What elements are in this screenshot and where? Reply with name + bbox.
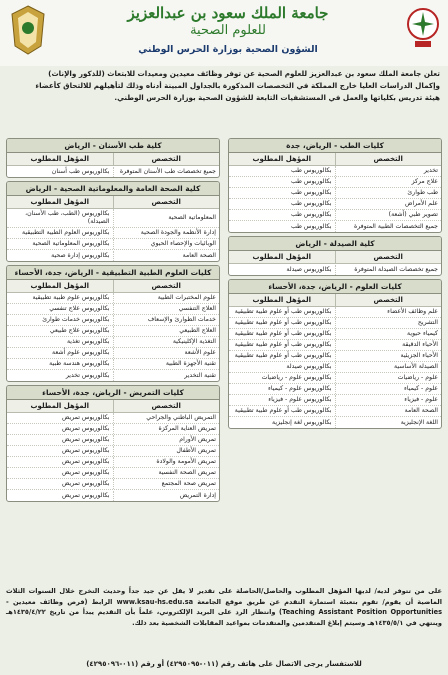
section-table <box>228 236 442 276</box>
specialty-header: التخصص <box>373 253 403 261</box>
specialty-cell: تخدير <box>423 167 438 174</box>
specialty-cell: علاج مركز <box>411 178 438 185</box>
qualification-cell: بكالوريوس هندسة طبية <box>7 359 114 369</box>
specialty-cell: علوم - كيمياء <box>404 385 438 392</box>
section-title: كليات العلوم - الرياض، جدة، الأحساء <box>229 280 441 294</box>
qualification-cell: بكالوريوس طب <box>229 210 336 220</box>
specialty-cell: تقنية الأجهزة الطبية <box>165 360 216 367</box>
qualification-header: المؤهل المطلوب <box>229 251 336 263</box>
header-subtitle: الشؤون الصحية بوزارة الحرس الوطني <box>138 44 318 55</box>
specialty-cell: طب طوارئ <box>407 189 438 196</box>
section-title: كليات العلوم الطبية التطبيقية - الرياض، جدة، الأحساء <box>7 266 219 280</box>
left-column <box>6 138 220 505</box>
qualification-cell: بكالوريوس صيدلة <box>229 265 336 275</box>
qualification-cell: بكالوريوس علوم طبية تطبيقية <box>7 293 114 303</box>
qualification-cell: بكالوريوس طب أو علوم طبية تطبيقية <box>229 340 336 350</box>
qualification-cell: بكالوريوس طب أو علوم طبية تطبيقية <box>229 307 336 317</box>
qualification-header: المؤهل المطلوب <box>7 400 114 412</box>
specialty-cell: الأحياء الدقيقة <box>402 341 438 348</box>
table-row <box>7 166 219 177</box>
table-row <box>229 384 441 395</box>
qualification-cell: بكالوريوس طب أو علوم طبية تطبيقية <box>229 406 336 416</box>
table-row <box>7 479 219 490</box>
qualification-cell: بكالوريوس طب <box>229 188 336 198</box>
table-row <box>7 468 219 479</box>
specialty-header: التخصص <box>373 155 403 163</box>
section-table <box>6 385 220 502</box>
specialty-cell: العلاج الطبيعي <box>179 327 216 334</box>
qualification-cell: بكالوريوس طب أسنان <box>7 167 114 177</box>
table-row <box>229 340 441 351</box>
table-row <box>7 446 219 457</box>
qualification-cell: بكالوريوس تمريض <box>7 468 114 478</box>
specialty-cell: علوم - رياضيات <box>397 374 438 381</box>
specialty-cell: الوبائيات والإحصاء الحيوي <box>150 240 216 247</box>
specialty-cell: تمريض صحة المجتمع <box>161 480 216 487</box>
table-row <box>7 293 219 304</box>
specialty-cell: العلاج التنفسي <box>178 305 216 312</box>
column-header-row <box>7 153 219 166</box>
table-row <box>7 348 219 359</box>
specialty-cell: التمريض الباطني والجراحي <box>146 414 216 421</box>
qualification-cell: بكالوريوس لغة إنجليزية <box>229 418 336 428</box>
specialty-cell: علوم الأشعة <box>184 349 216 356</box>
section-table <box>228 279 442 429</box>
qualification-cell: بكالوريوس طب أو علوم طبية تطبيقية <box>229 329 336 339</box>
specialty-cell: إدارة التمريض <box>179 491 216 499</box>
table-row <box>229 318 441 329</box>
specialty-cell: الصحة العامة <box>404 407 438 414</box>
section-title: كلية طب الأسنان - الرياض <box>7 139 219 153</box>
table-row <box>229 417 441 428</box>
specialty-cell: تقنية التخدير <box>184 371 216 379</box>
table-row <box>229 373 441 384</box>
table-row <box>7 337 219 348</box>
qualification-cell: بكالوريوس المعلوماتية الصحية <box>7 239 114 249</box>
qualification-cell: بكالوريوس تمريض <box>7 491 114 501</box>
ministry-emblem-icon <box>406 6 440 50</box>
specialty-cell: جميع تخصصات طب الأسنان المتوفرة <box>119 167 216 175</box>
specialty-cell: الأحياء الجزيئية <box>400 352 438 359</box>
qualification-header: المؤهل المطلوب <box>229 294 336 306</box>
specialty-cell: تمريض الأورام <box>179 436 216 443</box>
qualification-cell: بكالوريوس تغذية <box>7 337 114 347</box>
table-row <box>229 210 441 221</box>
qualification-cell: بكالوريوس طب <box>229 199 336 209</box>
intro-line: تعلن جامعة الملك سعود بن عبدالعزيز للعلوم الصحية عن توفر وظائف معيدين ومعيدات للابتعاث (للذكور والإناث) <box>48 69 440 78</box>
qualification-cell: بكالوريوس تخدير <box>7 371 114 381</box>
qualification-cell: بكالوريوس إدارة صحية <box>7 251 114 261</box>
qualification-cell: بكالوريوس علوم - فيزياء <box>229 395 336 405</box>
qualification-cell: بكالوريوس طب أو علوم طبية تطبيقية <box>229 351 336 361</box>
table-row <box>229 199 441 210</box>
university-name-sub: للعلوم الصحية <box>190 23 266 38</box>
specialty-cell: علوم - فيزياء <box>404 396 438 403</box>
qualification-cell: بكالوريوس تمريض <box>7 446 114 456</box>
intro-line: هيئة تدريس بكلياتها والعمل في المستشفيات التابعة للشؤون الصحية بوزارة الحرس الوطني. <box>114 93 440 102</box>
qualification-cell: بكالوريوس طب <box>229 177 336 187</box>
specialty-cell: تمريض الأمومة والولادة <box>156 458 216 465</box>
qualification-cell: بكالوريوس صيدلة <box>229 362 336 372</box>
qualification-cell: بكالوريوس علاج تنفسي <box>7 304 114 314</box>
column-header-row <box>229 251 441 264</box>
specialty-header: التخصص <box>151 402 181 410</box>
specialty-cell: علوم المختبرات الطبية <box>157 294 216 301</box>
table-row <box>229 395 441 406</box>
qualification-header: المؤهل المطلوب <box>7 280 114 292</box>
specialty-cell: تمريض الصحة النفسية <box>158 469 216 476</box>
specialty-cell: الصحة العامة <box>182 251 216 259</box>
contact-line: للاستفسار يرجى الاتصال على هاتف رقم (٠١١-٤٢٩٥٠٩٥) أو رقم (٠١١-٤٢٩٥٠٩٦) <box>86 660 362 668</box>
table-row <box>229 406 441 417</box>
specialty-header: التخصص <box>151 198 181 206</box>
specialty-cell: تمريض العناية المركزة <box>158 425 216 432</box>
table-row <box>229 221 441 232</box>
qualification-header: المؤهل المطلوب <box>7 196 114 208</box>
qualification-cell: بكالوريوس (الطب، طب الأسنان، الصيدلة) <box>7 209 114 227</box>
qualification-cell: بكالوريوس طب <box>229 166 336 176</box>
specialty-cell: اللغة الإنجليزية <box>400 418 438 426</box>
right-column <box>228 138 442 432</box>
qualification-header: المؤهل المطلوب <box>229 153 336 165</box>
university-logo-icon <box>8 4 48 56</box>
specialty-cell: تصوير طبي (أشعة) <box>388 211 438 218</box>
table-row <box>7 424 219 435</box>
table-row <box>7 457 219 468</box>
specialty-cell: علم وظائف الأعضاء <box>387 308 438 315</box>
table-row <box>7 413 219 424</box>
table-row <box>7 315 219 326</box>
specialty-cell: التشريح <box>417 319 438 326</box>
qualification-cell: بكالوريوس العلوم الطبية التطبيقية <box>7 228 114 238</box>
table-row <box>7 304 219 315</box>
qualification-cell: بكالوريوس تمريض <box>7 479 114 489</box>
column-header-row <box>7 196 219 209</box>
table-row <box>229 166 441 177</box>
column-header-row <box>229 294 441 307</box>
specialty-header: التخصص <box>151 282 181 290</box>
table-row <box>229 362 441 373</box>
section-table <box>6 181 220 262</box>
table-row <box>7 370 219 381</box>
footer-instructions: على من تتوفر لديه/ لديها المؤهل المطلوب والحاصل/الحاصلة على تقدير لا يقل عن جيد جداً وحديث التخرج خلال السنوات الثلاث الماضية أن يقوم/ تقوم بتعبئة استمارة التقدم عن طريق موقع الجامعة www.ksau-hs.edu.sa الرابط (فرص وظائف معيدين - Teaching Assistant Position Opportunities) وانتظار الرد على البريد الإلكتروني، علماً بأن التقديم يبدأ من تاريخ ١٤٣٥/٤/٢٢هـ وينتهي في ١٤٣٥/٥/١هـ وسيتم إبلاغ المتقدمين والمتقدمات بمواعيد المقابلات الشخصية بعد ذلك. <box>6 587 443 627</box>
table-row <box>229 264 441 275</box>
table-row <box>7 326 219 337</box>
column-header-row <box>7 280 219 293</box>
table-row <box>7 250 219 261</box>
specialty-cell: جميع تخصصات الصيدلة المتوفرة <box>354 265 438 273</box>
section-table <box>6 265 220 382</box>
specialty-cell: علم الأمراض <box>404 200 438 207</box>
table-row <box>7 239 219 250</box>
specialty-header: التخصص <box>151 155 181 163</box>
section-title: كليات الطب - الرياض، جدة <box>229 139 441 153</box>
table-row <box>229 307 441 318</box>
table-row <box>229 329 441 340</box>
section-table <box>6 138 220 178</box>
qualification-cell: بكالوريوس علوم - كيمياء <box>229 384 336 394</box>
table-row <box>229 177 441 188</box>
qualification-cell: بكالوريوس خدمات طوارئ <box>7 315 114 325</box>
specialty-cell: خدمات الطوارئ والإسعاف <box>147 316 216 323</box>
section-title: كليات التمريض - الرياض، جدة، الأحساء <box>7 386 219 400</box>
table-row <box>7 359 219 370</box>
header <box>0 0 448 66</box>
qualification-cell: بكالوريوس علوم أشعة <box>7 348 114 358</box>
table-row <box>7 435 219 446</box>
qualification-cell: بكالوريوس علاج طبيعي <box>7 326 114 336</box>
section-title: كلية الصحة العامة والمعلوماتية الصحية - الرياض <box>7 182 219 196</box>
specialty-cell: التغذية الإكلينيكية <box>172 338 216 345</box>
specialty-cell: المعلوماتية الصحية <box>168 214 216 221</box>
specialty-cell: كيمياء حيوية <box>407 330 438 337</box>
section-table <box>228 138 442 233</box>
specialty-header: التخصص <box>373 296 403 304</box>
column-header-row <box>229 153 441 166</box>
specialty-cell: جميع التخصصات الطبية المتوفرة <box>354 222 438 230</box>
intro-text <box>8 68 440 104</box>
university-name: جامعة الملك سعود بن عبدالعزيز <box>127 4 329 22</box>
qualification-header: المؤهل المطلوب <box>7 153 114 165</box>
qualification-cell: بكالوريوس تمريض <box>7 424 114 434</box>
specialty-cell: إدارة الأنظمة والجودة الصحية <box>140 229 216 236</box>
intro-line: وإكمال الدراسات العليا خارج المملكة في التخصصات المذكورة بالجداول المبينة أدناه وذلك لتأهيلهم للالتحاق كأعضاء <box>35 81 440 90</box>
qualification-cell: بكالوريوس طب أو علوم طبية تطبيقية <box>229 318 336 328</box>
qualification-cell: بكالوريوس تمريض <box>7 413 114 423</box>
table-row <box>7 209 219 228</box>
qualification-cell: بكالوريوس طب <box>229 222 336 232</box>
section-title: كلية الصيدلة - الرياض <box>229 237 441 251</box>
qualification-cell: بكالوريوس تمريض <box>7 435 114 445</box>
qualification-cell: بكالوريوس تمريض <box>7 457 114 467</box>
table-row <box>229 351 441 362</box>
table-row <box>229 188 441 199</box>
table-row <box>7 490 219 501</box>
specialty-cell: تمريض الأطفال <box>176 447 216 454</box>
specialty-cell: الصيدلة الأساسية <box>394 363 438 370</box>
qualification-cell: بكالوريوس علوم - رياضيات <box>229 373 336 383</box>
table-row <box>7 228 219 239</box>
column-header-row <box>7 400 219 413</box>
